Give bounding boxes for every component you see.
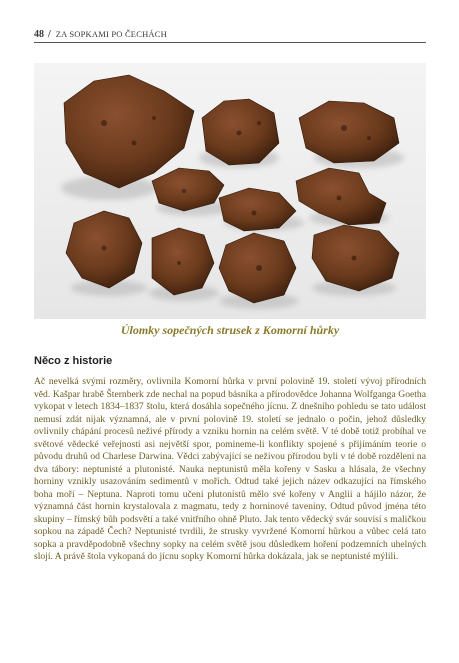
slag-fragment	[299, 101, 399, 163]
slag-fragments-photo	[34, 63, 426, 319]
section-heading: Něco z historie	[34, 355, 113, 367]
running-header	[34, 28, 426, 43]
figure-caption: Úlomky sopečných strusek z Komorní hůrky	[120, 323, 340, 337]
photo-illustration	[34, 63, 426, 319]
slag-fragment	[152, 228, 214, 295]
running-title: ZA SOPKAMI PO ČECHÁCH	[55, 29, 167, 39]
page-number: 48	[34, 29, 44, 40]
body-paragraph: Ač nevelká svými rozměry, ovlivnila Komorní hůrka v první polovině 19. století vývoj přírodních věd. Kašpar hrabě Šternberk zde nechal na popud básníka a přírodovědce Johanna Wolfganga Goetha vykopat v letech 1834–1837 štolu, která dosáhla sopečného jícnu. Z dnešního pohledu se tato událost nemusí zdát nijak významná, ale v první polovině 19. století se jednalo o počin, jehož důsledky ovlivnily chápání procesů neživé přírody a vzniku hornin na celém světě. V té době totiž probíhal ve světové vědecké veřejnosti asi největší spor, pomineme-li konflikty spojené s přijímáním teorie o původu druhů od Charlese Darwina. Vědci zabývající se neživou přírodou byli v té době rozděleni na dva tábory: neptunisté a plutonisté. Nauka neptunistů měla kořeny v Sasku a hlásala, že všechny horniny vznikly usazováním sedimentů v mořích. Odtud také jejich název odkazující na římského boha moří – Neptuna. Naproti tomu učení plutonistů mělo své kořeny v Anglii a hájilo názor, že významná část hornin krystalovala z magmatu, tedy z horninové taveniny. Odtud původ jména této skupiny – římský bůh podsvětí a také vnitřního ohně Pluto. Jak tento vědecký svár souvisí s maličkou sopkou na západě Čech? Neptunisté tvrdili, že strusky vyvržené Komorní hůrkou a vůbec celá tato sopka a pravděpodobně všechny sopky na celém světě jsou důsledkem hoření podzemních uhelných slojí. A právě štola vykopaná do jícnu sopky Komorní hůrka dokázala, jak se neptunisté mýlili.	[34, 376, 426, 562]
header-separator: /	[48, 29, 51, 40]
